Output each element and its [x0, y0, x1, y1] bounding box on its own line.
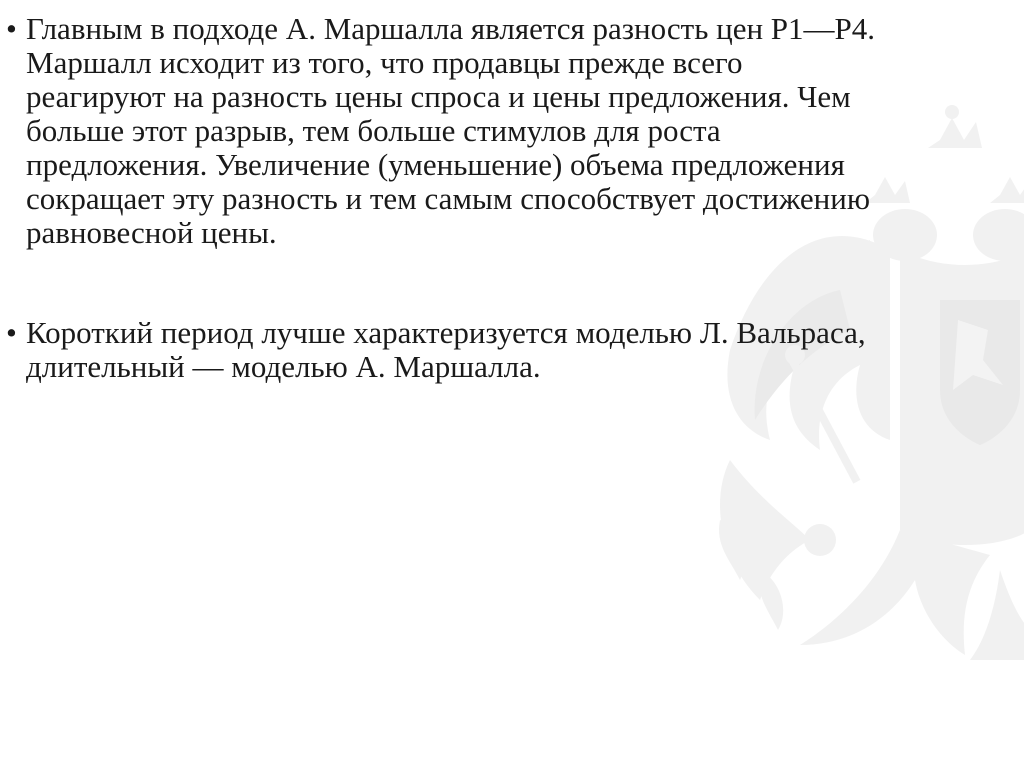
bullet-item-marshall-approach [6, 12, 886, 250]
slide-content [6, 12, 886, 384]
bullet-text: Короткий период лучше характеризуется моделью Л. Вальраса, длительный — моделью А. Маршалла. [26, 315, 866, 384]
bullet-point-icon: • [6, 11, 17, 46]
bullet-point-icon: • [6, 315, 17, 350]
bullet-text: Главным в подходе А. Маршалла является разность цен P1—P4. Маршалл исходит из того, что продавцы прежде всего реагируют на разность цены спроса и цены предложения. Чем больше этот разрыв, тем больше стимулов для роста предложения. Увеличение (уменьшение) объема предложения сокращает эту разность и тем самым способствует достижению равновесной цены. [26, 11, 876, 250]
bullet-item-periods [6, 316, 886, 384]
